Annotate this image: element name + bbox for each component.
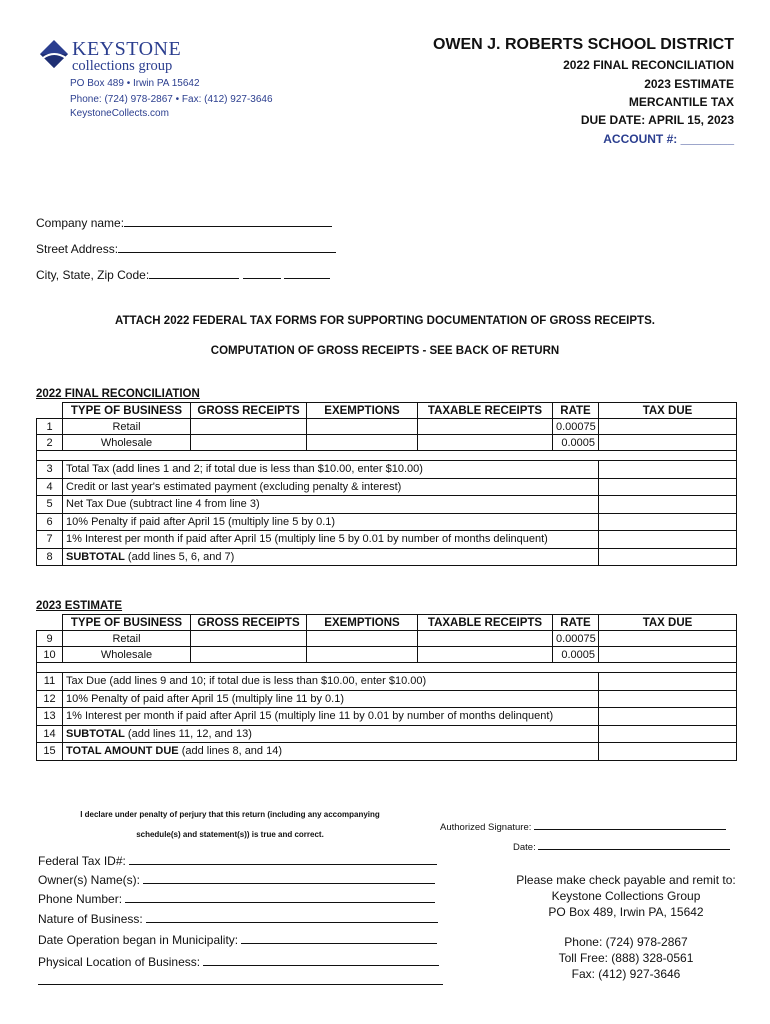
line-description: SUBTOTAL (add lines 5, 6, and 7) <box>63 548 599 566</box>
keystone-logo <box>38 38 238 78</box>
amount-input[interactable] <box>599 548 737 566</box>
line-number: 8 <box>37 548 63 566</box>
taxable-receipts-input[interactable] <box>418 647 553 663</box>
taxable-receipts-input[interactable] <box>418 419 553 435</box>
authorized-signature-field[interactable] <box>440 820 726 833</box>
remit-fax: Fax: (412) 927-3646 <box>571 967 681 981</box>
tax-due-header: TAX DUE <box>599 403 737 419</box>
line-number: 11 <box>37 673 63 691</box>
line-number: 6 <box>37 513 63 531</box>
line-number: 10 <box>37 647 63 663</box>
company-name-blank[interactable] <box>124 214 332 227</box>
city-state-zip-field[interactable] <box>36 266 330 282</box>
estimate-table <box>36 614 737 761</box>
table-row <box>37 419 737 435</box>
table-header-row <box>37 615 737 631</box>
date-field[interactable] <box>513 840 730 853</box>
attach-notice: ATTACH 2022 FEDERAL TAX FORMS FOR SUPPORTING DOCUMENTATION OF GROSS RECEIPTS. <box>115 315 655 327</box>
federal-tax-id-label: Federal Tax ID#: <box>38 854 126 868</box>
exemptions-input[interactable] <box>307 647 418 663</box>
table-row <box>37 743 737 761</box>
business-type: Wholesale <box>63 647 191 663</box>
table-row <box>37 725 737 743</box>
amount-input[interactable] <box>599 690 737 708</box>
gross-header: GROSS RECEIPTS <box>191 403 307 419</box>
rate-value: 0.0005 <box>553 647 599 663</box>
street-address-blank[interactable] <box>118 240 336 253</box>
business-type: Retail <box>63 631 191 647</box>
nature-of-business-blank[interactable] <box>146 910 438 923</box>
physical-location-field[interactable] <box>38 953 439 969</box>
table-row <box>37 461 737 479</box>
amount-input[interactable] <box>599 673 737 691</box>
declaration-line-2: schedule(s) and statement(s)) is true and correct. <box>136 830 324 839</box>
date-began-blank[interactable] <box>241 931 437 944</box>
table-row <box>37 673 737 691</box>
keystone-address: PO Box 489 • Irwin PA 15642 <box>70 78 200 89</box>
phone-number-field[interactable] <box>38 890 435 906</box>
table-row <box>37 435 737 451</box>
rate-header: RATE <box>553 403 599 419</box>
type-header: TYPE OF BUSINESS <box>63 403 191 419</box>
remit-phone: Phone: (724) 978-2867 <box>564 935 688 949</box>
taxable-header: TAXABLE RECEIPTS <box>418 403 553 419</box>
physical-location-label: Physical Location of Business: <box>38 955 201 969</box>
exemptions-input[interactable] <box>307 435 418 451</box>
final-reconciliation-title: 2022 FINAL RECONCILIATION <box>36 388 200 400</box>
exemptions-input[interactable] <box>307 631 418 647</box>
remit-intro: Please make check payable and remit to: <box>516 873 736 887</box>
street-address-field[interactable] <box>36 240 336 256</box>
keystone-mark-icon <box>38 38 70 72</box>
exemptions-header: EXEMPTIONS <box>307 403 418 419</box>
physical-location-extra-line[interactable] <box>38 984 443 985</box>
company-name-label: Company name: <box>36 216 125 230</box>
federal-tax-id-field[interactable] <box>38 852 437 868</box>
district-title: OWEN J. ROBERTS SCHOOL DISTRICT <box>432 36 734 53</box>
exemptions-header: EXEMPTIONS <box>307 615 418 631</box>
line-number: 2 <box>37 435 63 451</box>
line-description: Total Tax (add lines 1 and 2; if total due is less than $10.00, enter $10.00) <box>63 461 599 479</box>
amount-input[interactable] <box>599 725 737 743</box>
city-state-zip-label: City, State, Zip Code: <box>36 268 150 282</box>
final-reconciliation-table <box>36 402 737 566</box>
line-number: 12 <box>37 690 63 708</box>
line-description: TOTAL AMOUNT DUE (add lines 8, and 14) <box>63 743 599 761</box>
remit-address: PO Box 489, Irwin PA, 15642 <box>548 905 704 919</box>
logo-subtitle: collections group <box>72 58 173 74</box>
tax-due-header: TAX DUE <box>599 615 737 631</box>
table-row <box>37 548 737 566</box>
city-blank[interactable] <box>149 266 239 279</box>
line-number: 13 <box>37 708 63 726</box>
phone-number-label: Phone Number: <box>38 892 123 906</box>
table-row <box>37 478 737 496</box>
header-estimate: 2023 ESTIMATE <box>644 77 734 91</box>
line-description: 10% Penalty of paid after April 15 (multiply line 11 by 0.1) <box>63 690 599 708</box>
line-number: 3 <box>37 461 63 479</box>
tax-due-input[interactable] <box>599 435 737 451</box>
table-row <box>37 631 737 647</box>
gross-receipts-input[interactable] <box>191 419 307 435</box>
amount-input[interactable] <box>599 513 737 531</box>
phone-number-blank[interactable] <box>125 890 435 903</box>
header-mercantile-tax: MERCANTILE TAX <box>628 95 734 109</box>
tax-due-input[interactable] <box>599 419 737 435</box>
declaration-line-1: I declare under penalty of perjury that this return (including any accompanying <box>80 810 380 819</box>
nature-of-business-label: Nature of Business: <box>38 912 143 926</box>
taxable-receipts-input[interactable] <box>418 435 553 451</box>
exemptions-input[interactable] <box>307 419 418 435</box>
line-description: 1% Interest per month if paid after April 15 (multiply line 5 by 0.01 by number of months delinquent) <box>63 531 599 549</box>
signature-blank[interactable] <box>534 820 726 830</box>
line-number: 5 <box>37 496 63 514</box>
business-type: Retail <box>63 419 191 435</box>
account-number[interactable]: ACCOUNT #: ________ <box>603 132 734 146</box>
amount-input[interactable] <box>599 531 737 549</box>
owner-names-blank[interactable] <box>143 871 435 884</box>
rate-value: 0.00075 <box>553 419 599 435</box>
amount-input[interactable] <box>599 743 737 761</box>
type-header: TYPE OF BUSINESS <box>63 615 191 631</box>
table-spacer <box>37 663 737 673</box>
date-began-label: Date Operation began in Municipality: <box>38 933 239 947</box>
gross-receipts-input[interactable] <box>191 435 307 451</box>
amount-input[interactable] <box>599 708 737 726</box>
header-final-reconciliation: 2022 FINAL RECONCILIATION <box>563 58 734 72</box>
authorized-signature-label: Authorized Signature: <box>440 822 532 833</box>
line-description: Net Tax Due (subtract line 4 from line 3) <box>63 496 599 514</box>
physical-location-blank[interactable] <box>203 953 439 966</box>
taxable-header: TAXABLE RECEIPTS <box>418 615 553 631</box>
nature-of-business-field[interactable] <box>38 910 438 926</box>
keystone-phone-fax: Phone: (724) 978-2867 • Fax: (412) 927-3646 <box>70 94 273 105</box>
keystone-website: KeystoneCollects.com <box>70 108 169 119</box>
rate-header: RATE <box>553 615 599 631</box>
company-name-field[interactable] <box>36 214 332 230</box>
owner-names-field[interactable] <box>38 871 435 887</box>
date-label: Date: <box>513 842 536 853</box>
table-row <box>37 513 737 531</box>
line-number: 14 <box>37 725 63 743</box>
gross-header: GROSS RECEIPTS <box>191 615 307 631</box>
table-header-row <box>37 403 737 419</box>
line-number: 4 <box>37 478 63 496</box>
remit-toll-free: Toll Free: (888) 328-0561 <box>558 951 694 965</box>
rate-value: 0.00075 <box>553 631 599 647</box>
state-blank[interactable] <box>243 266 281 279</box>
header-due-date: DUE DATE: APRIL 15, 2023 <box>580 113 734 127</box>
remit-company: Keystone Collections Group <box>551 889 701 903</box>
amount-input[interactable] <box>599 461 737 479</box>
date-blank[interactable] <box>538 840 730 850</box>
owner-names-label: Owner(s) Name(s): <box>38 873 141 887</box>
line-number: 9 <box>37 631 63 647</box>
line-description: SUBTOTAL (add lines 11, 12, and 13) <box>63 725 599 743</box>
tax-due-input[interactable] <box>599 647 737 663</box>
computation-notice: COMPUTATION OF GROSS RECEIPTS - SEE BACK OF RETURN <box>210 345 560 357</box>
street-address-label: Street Address: <box>36 242 119 256</box>
num-header <box>37 615 63 631</box>
amount-input[interactable] <box>599 478 737 496</box>
date-began-field[interactable] <box>38 931 437 947</box>
rate-value: 0.0005 <box>553 435 599 451</box>
gross-receipts-input[interactable] <box>191 631 307 647</box>
num-header <box>37 403 63 419</box>
perjury-declaration <box>40 808 420 842</box>
logo-name: KEYSTONE <box>72 38 182 60</box>
tax-due-input[interactable] <box>599 631 737 647</box>
taxable-receipts-input[interactable] <box>418 631 553 647</box>
line-description: 1% Interest per month if paid after April 15 (multiply line 11 by 0.01 by number of months delinquent) <box>63 708 599 726</box>
amount-input[interactable] <box>599 496 737 514</box>
table-row <box>37 708 737 726</box>
zip-blank[interactable] <box>284 266 330 279</box>
table-row <box>37 690 737 708</box>
table-spacer <box>37 451 737 461</box>
table-row <box>37 647 737 663</box>
line-number: 15 <box>37 743 63 761</box>
line-number: 7 <box>37 531 63 549</box>
gross-receipts-input[interactable] <box>191 647 307 663</box>
table-row <box>37 531 737 549</box>
line-description: Credit or last year's estimated payment (excluding penalty & interest) <box>63 478 599 496</box>
line-description: 10% Penalty if paid after April 15 (multiply line 5 by 0.1) <box>63 513 599 531</box>
business-type: Wholesale <box>63 435 191 451</box>
line-number: 1 <box>37 419 63 435</box>
line-description: Tax Due (add lines 9 and 10; if total due is less than $10.00, enter $10.00) <box>63 673 599 691</box>
estimate-title: 2023 ESTIMATE <box>36 600 123 612</box>
table-row <box>37 496 737 514</box>
federal-tax-id-blank[interactable] <box>129 852 437 865</box>
